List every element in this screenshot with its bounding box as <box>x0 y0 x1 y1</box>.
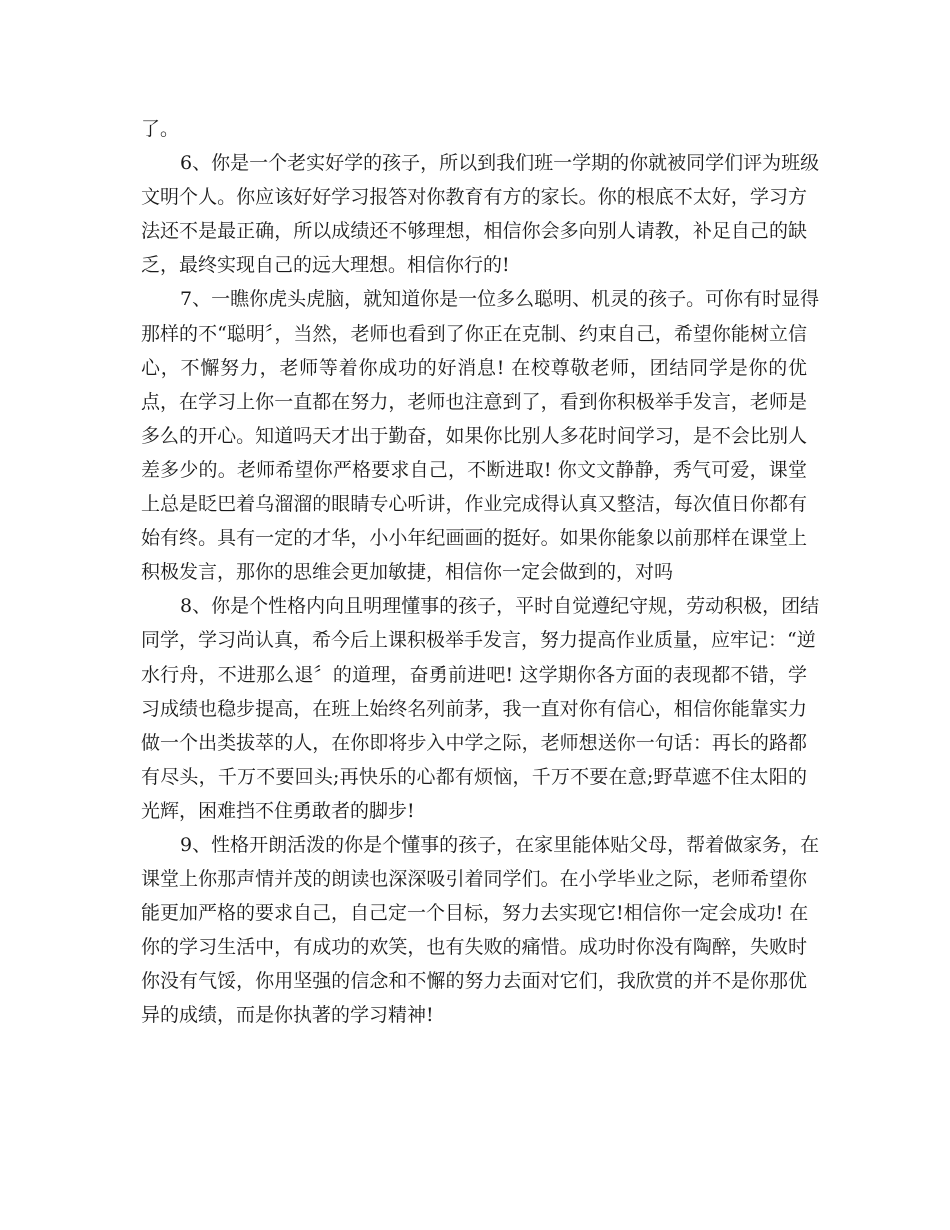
paragraph-p5-tail <box>141 112 807 146</box>
text-line: 上总是眨巴着乌溜溜的眼睛专心听讲，作业完成得认真又整洁，每次值日你都有 <box>141 493 807 516</box>
text-line: 习成绩也稳步提高，在班上始终名列前茅，我一直对你有信心，相信你能靠实力 <box>141 697 807 720</box>
text-line: 积极发言，那你的思维会更加敏捷，相信你一定会做到的，对吗 <box>141 561 674 584</box>
text-line: 课堂上你那声情并茂的朗读也深深吸引着同学们。在小学毕业之际，老师希望你 <box>141 868 807 891</box>
text-line: 差多少的。老师希望你严格要求自己，不断进取! 你文文静静，秀气可爱，课堂 <box>141 458 807 481</box>
text-line: 始有终。具有一定的才华，小小年纪画画的挺好。如果你能象以前那样在课堂上 <box>141 527 807 550</box>
text-line: 法还不是最正确，所以成绩还不够理想，相信你会多向别人请教，补足自己的缺 <box>141 220 807 243</box>
text-line: 7、一瞧你虎头虎脑，就知道你是一位多么聪明、机灵的孩子。可你有时显得 <box>180 288 820 311</box>
text-line: 多么的开心。知道吗天才出于勤奋，如果你比别人多花时间学习，是不会比别人 <box>141 424 807 447</box>
document-page <box>141 112 820 1033</box>
document-body <box>141 112 820 1033</box>
text-line: 文明个人。你应该好好学习报答对你教育有方的家长。你的根底不太好，学习方 <box>141 186 807 209</box>
paragraph-p8 <box>141 589 820 828</box>
text-line: 异的成绩，而是你执著的学习精神! <box>141 1004 434 1027</box>
text-line: 6、你是一个老实好学的孩子，所以到我们班一学期的你就被同学们评为班级 <box>180 152 820 175</box>
text-line: 你的学习生活中，有成功的欢笑，也有失败的痛惜。成功时你没有陶醉，失败时 <box>141 936 807 959</box>
text-line: 9、性格开朗活泼的你是个懂事的孩子，在家里能体贴父母，帮着做家务，在 <box>180 833 820 856</box>
text-line: 8、你是个性格内向且明理懂事的孩子，平时自觉遵纪守规，劳动积极，团结 <box>180 595 820 618</box>
text-line: 水行舟，不进那么退〞的道理，奋勇前进吧! 这学期你各方面的表现都不错，学 <box>141 663 807 686</box>
text-line: 了。 <box>141 118 180 140</box>
text-line: 光辉，困难挡不住勇敢者的脚步! <box>141 799 415 822</box>
text-line: 心，不懈努力，老师等着你成功的好消息! 在校尊敬老师，团结同学是你的优 <box>141 356 807 379</box>
text-line: 能更加严格的要求自己，自己定一个目标，努力去实现它!相信你一定会成功! 在 <box>141 902 809 925</box>
paragraph-p9 <box>141 828 820 1033</box>
paragraph-p6 <box>141 146 820 282</box>
paragraph-p7 <box>141 282 820 589</box>
text-line: 同学，学习尚认真，希今后上课积极举手发言，努力提高作业质量，应牢记：“逆 <box>141 629 816 652</box>
text-line: 你没有气馁，你用坚强的信念和不懈的努力去面对它们，我欣赏的并不是你那优 <box>141 970 807 993</box>
text-line: 做一个出类拔萃的人，在你即将步入中学之际，老师想送你一句话：再长的路都 <box>141 731 807 754</box>
text-line: 有尽头，千万不要回头;再快乐的心都有烦恼，千万不要在意;野草遮不住太阳的 <box>141 765 807 788</box>
text-line: 乏，最终实现自己的远大理想。相信你行的! <box>141 254 510 277</box>
text-line: 点，在学习上你一直都在努力，老师也注意到了，看到你积极举手发言，老师是 <box>141 390 807 413</box>
text-line: 那样的不“聪明〞，当然，老师也看到了你正在克制、约束自己，希望你能树立信 <box>141 322 807 345</box>
